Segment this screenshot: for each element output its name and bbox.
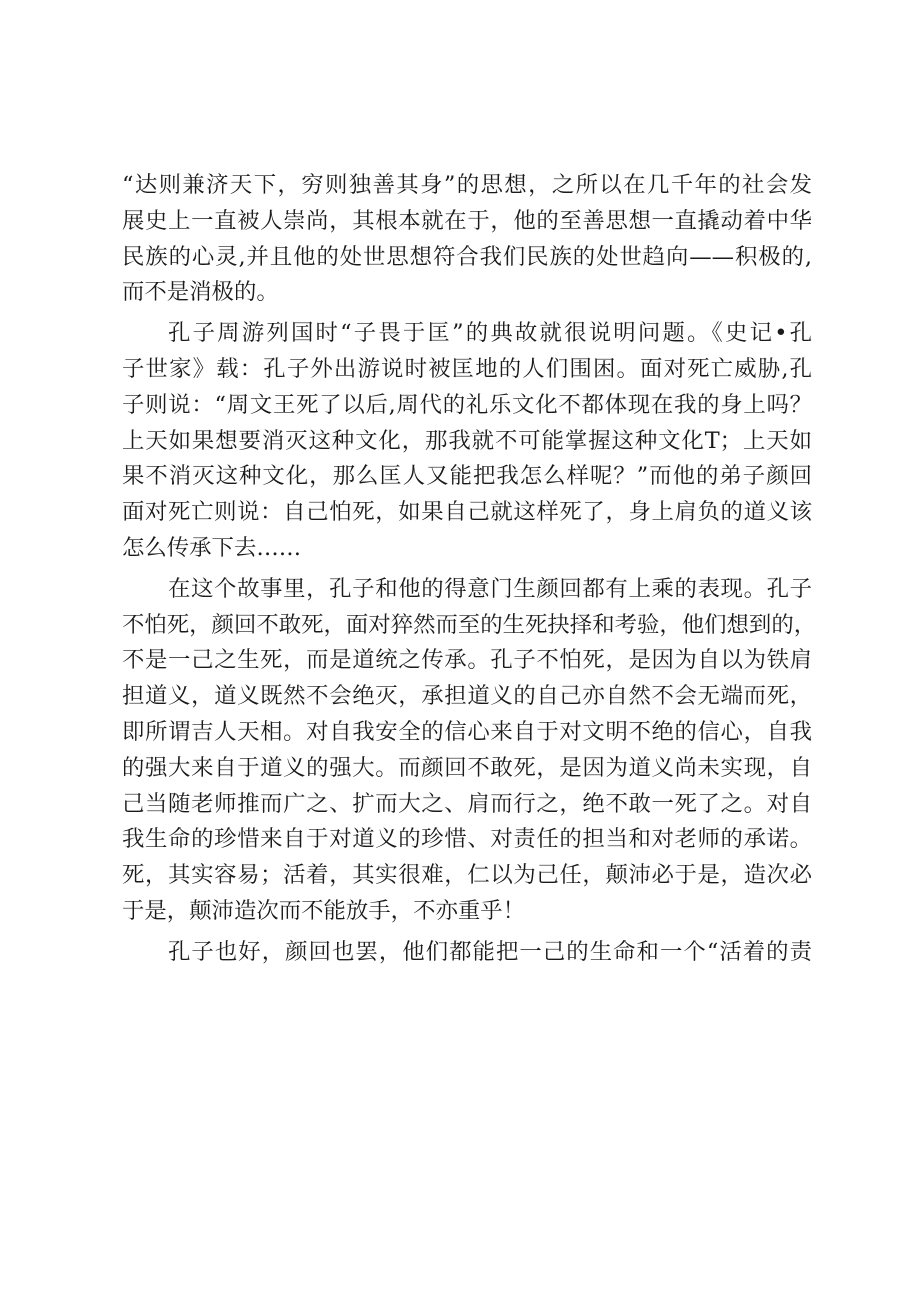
text-line: 死，其实容易；活着，其实很难，仁以为己任，颠沛必于是，造次必 [122,862,812,889]
text-line: 怎么传承下去…… [122,534,302,561]
paragraph-4 [122,935,812,971]
text-line: 孔子周游列国时“子畏于匡”的典故就很说明问题。《史记•孔 [168,320,812,347]
text-line: 不怕死，颜回不敢死，面对猝然而至的生死抉择和考验，他们想到的， [122,611,817,638]
article-body [122,168,817,971]
text-line: 上天如果想要消灭这种文化，那我就不可能掌握这种文化T；上天如 [122,427,812,454]
text-line: 民族的心灵,并且他的处世思想符合我们民族的处世趋向——积极的, [122,243,812,270]
text-line: 不是一己之生死，而是道统之传承。孔子不怕死，是因为自以为铁肩 [122,647,812,674]
text-line: 即所谓吉人天相。对自我安全的信心来自于对文明不绝的信心，自我 [122,718,812,745]
text-line: 己当随老师推而广之、扩而大之、肩而行之，绝不敢一死了之。对自 [122,790,812,817]
text-line: 我生命的珍惜来自于对道义的珍惜、对责任的担当和对老师的承诺。 [122,826,812,853]
text-line: 果不消灭这种文化，那么匡人又能把我怎么样呢？”而他的弟子颜回 [122,463,812,490]
text-line: 面对死亡则说：自己怕死，如果自己就这样死了，身上肩负的道义该 [122,499,812,526]
paragraph-3 [122,572,817,930]
text-line: 而不是消极的。 [122,279,279,306]
text-line: 在这个故事里，孔子和他的得意门生颜回都有上乘的表现。孔子 [168,575,812,602]
text-line: 于是，颠沛造次而不能放手，不亦重乎！ [122,897,526,924]
text-line: 子则说：“周文王死了以后,周代的礼乐文化不都体现在我的身上吗？ [122,391,812,418]
text-line: 展史上一直被人崇尚，其根本就在于，他的至善思想一直撬动着中华 [122,207,812,234]
text-line: “达则兼济天下，穷则独善其身”的思想，之所以在几千年的社会发 [122,172,812,198]
text-line: 子世家》载：孔子外出游说时被匡地的人们围困。面对死亡威胁,孔 [122,355,812,382]
text-line: 孔子也好，颜回也罢，他们都能把一己的生命和一个“活着的责 [168,938,812,965]
text-line: 的强大来自于道义的强大。而颜回不敢死，是因为道义尚未实现，自 [122,754,812,781]
text-line: 担道义，道义既然不会绝灭，承担道义的自己亦自然不会无端而死， [122,683,812,710]
paragraph-1 [122,168,812,311]
paragraph-2 [122,316,812,567]
